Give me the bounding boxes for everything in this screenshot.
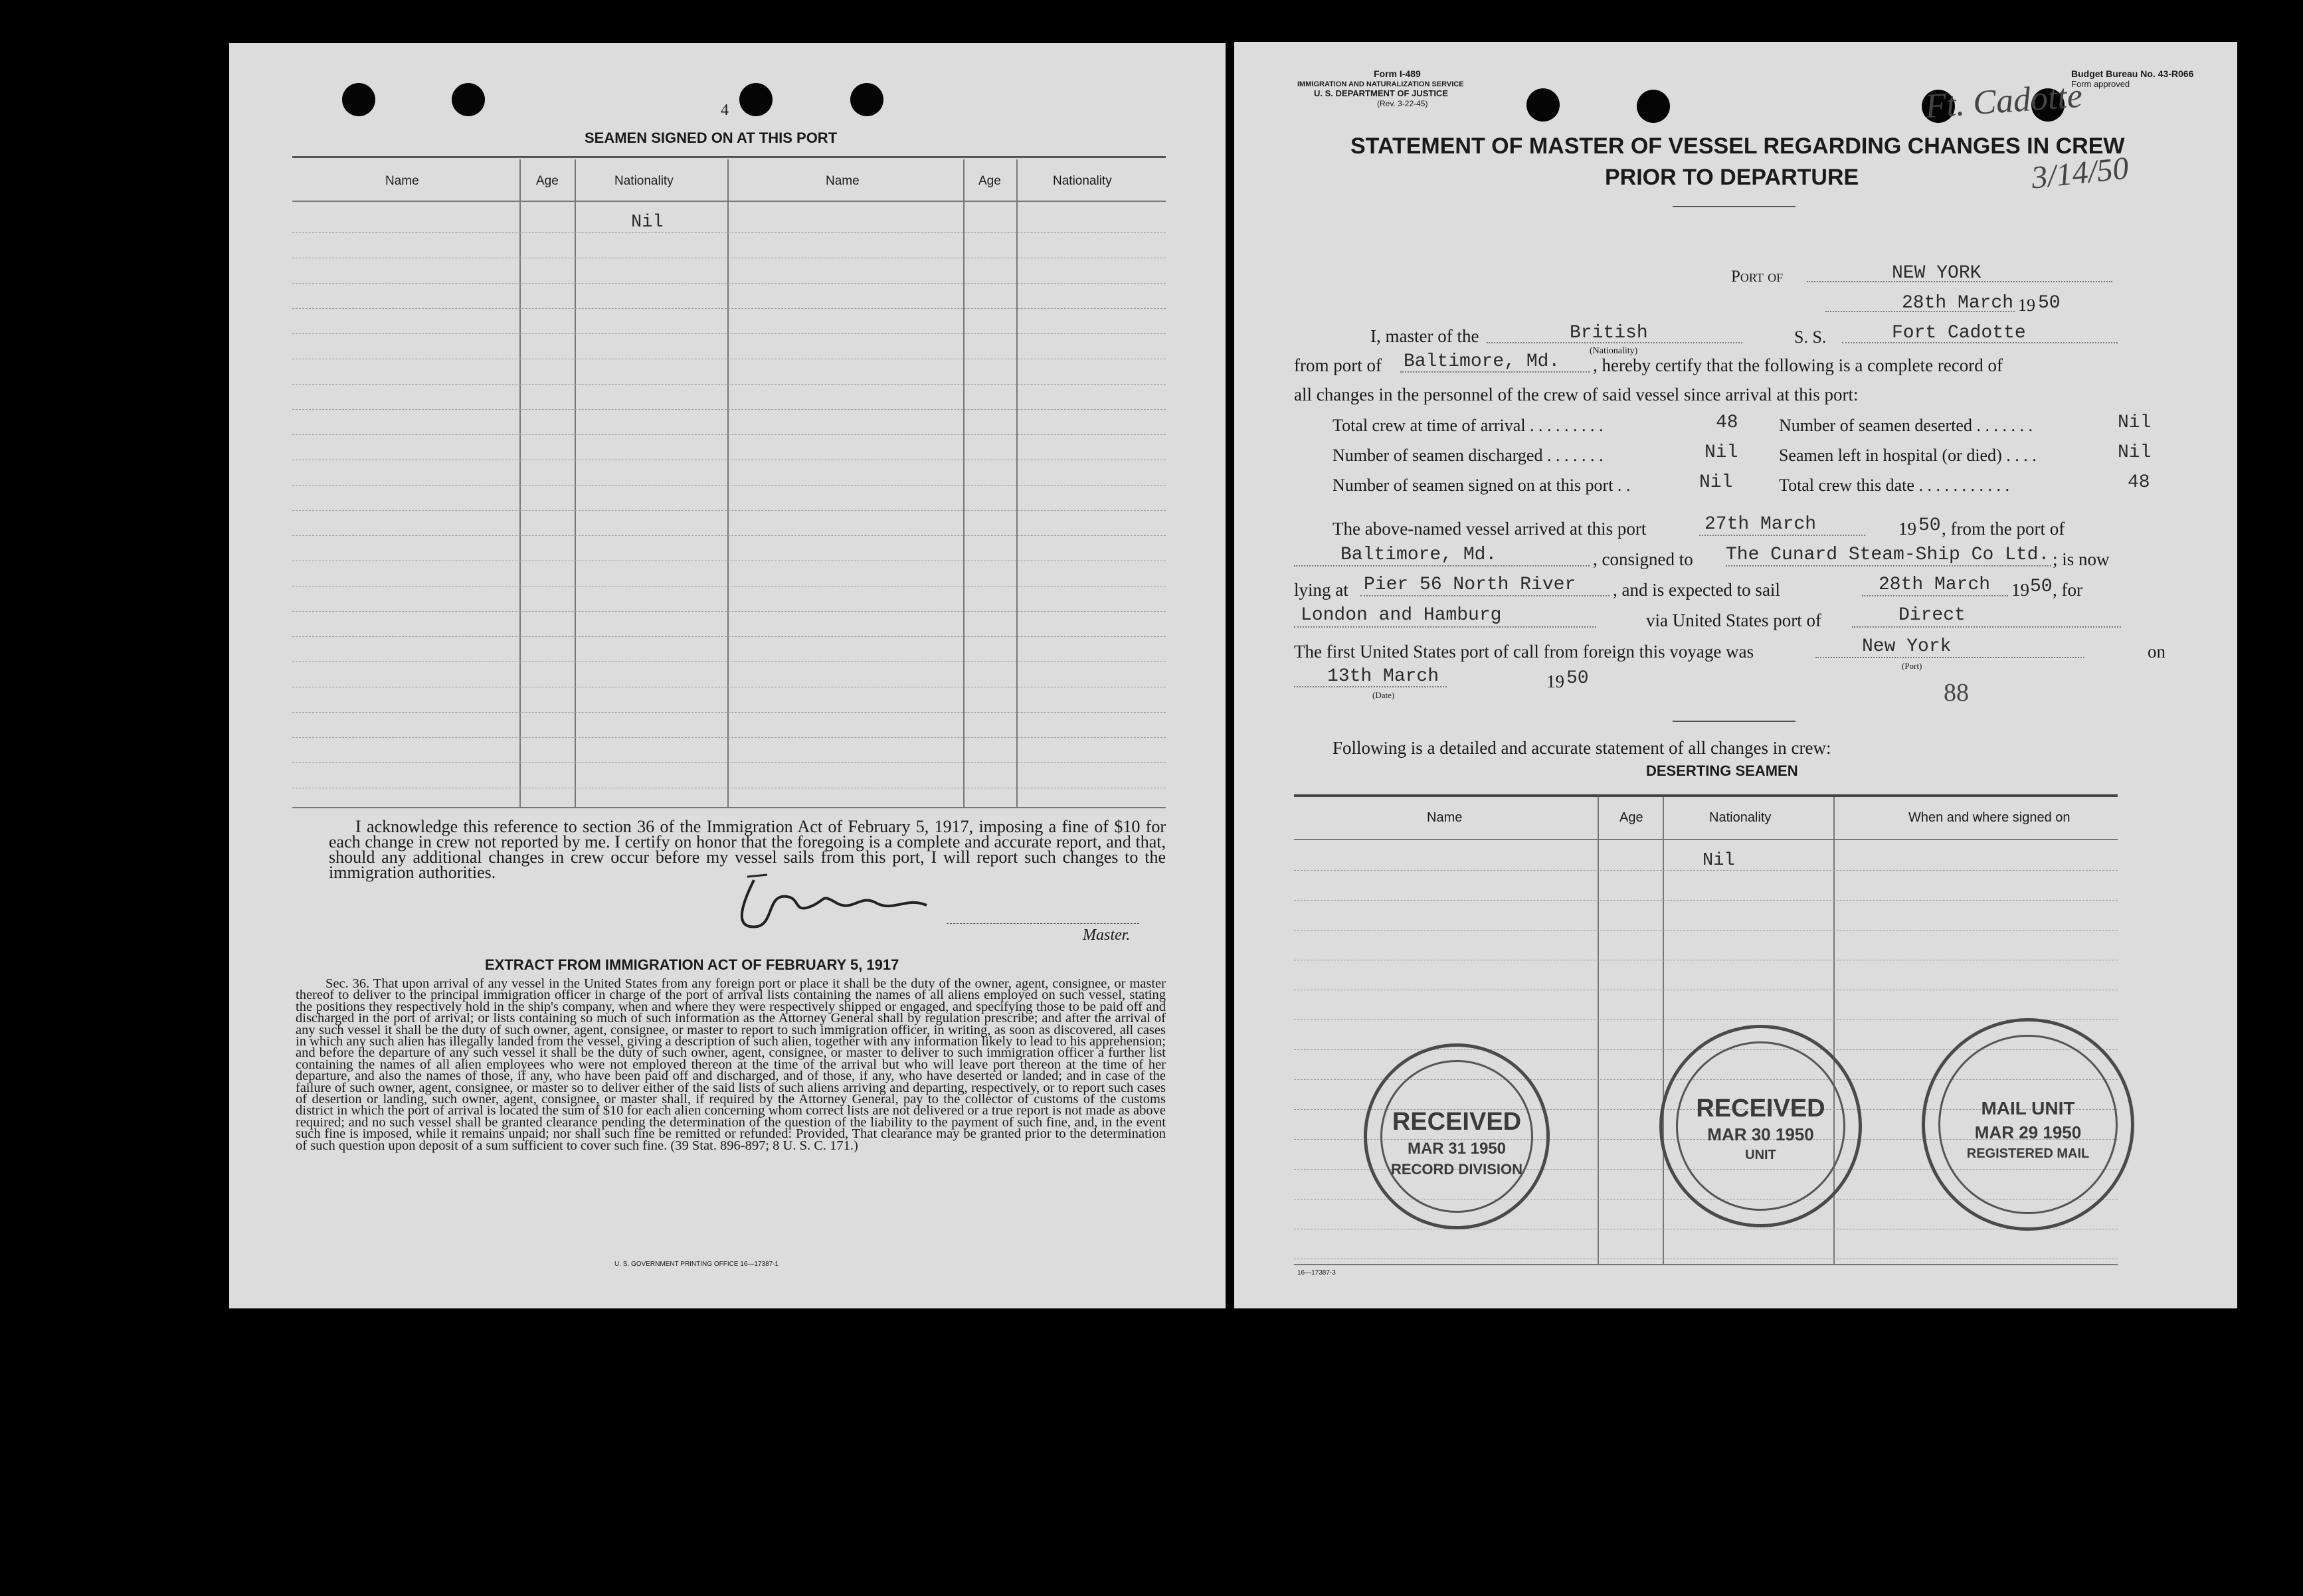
via-underline	[1852, 626, 2121, 628]
desert-table-bottom	[1294, 1264, 2118, 1265]
via-label: via United States port of	[1646, 610, 1821, 630]
desert-table-top	[1294, 794, 2118, 797]
arrived-label: The above-named vessel arrived at this port	[1333, 519, 1647, 539]
table-row-line	[292, 409, 1166, 410]
punch-hole	[739, 83, 773, 116]
table-row-line	[292, 737, 1166, 738]
left-table-title: SEAMEN SIGNED ON AT THIS PORT	[585, 130, 838, 146]
punch-hole	[1526, 88, 1560, 122]
arrived-underline	[1699, 535, 1865, 536]
desert-col-name: Name	[1427, 810, 1463, 825]
year-prefix: 19	[2018, 296, 2035, 315]
sail-year: 50	[2030, 576, 2053, 597]
desert-col-age: Age	[1619, 810, 1643, 825]
page-number: 4	[721, 102, 729, 119]
signature-line	[947, 923, 1139, 924]
table-row-line	[292, 762, 1166, 763]
stamp-line: RECEIVED	[1392, 1108, 1522, 1136]
master-of-label: I, master of the	[1370, 326, 1479, 346]
hospital-label: Seamen left in hospital (or died) . . . .	[1779, 446, 2037, 465]
port-value: NEW YORK	[1892, 263, 1981, 284]
lying-label: lying at	[1294, 580, 1348, 600]
discharged-label: Number of seamen discharged . . . . . . .	[1333, 446, 1604, 465]
arrived-year: 50	[1918, 515, 1941, 536]
table-row-line	[292, 283, 1166, 284]
table-row-line	[292, 308, 1166, 309]
hospital-value: Nil	[2118, 442, 2152, 463]
stamp-line: MAR 31 1950	[1407, 1140, 1507, 1158]
acknowledgement-text: I acknowledge this reference to section 36 of the Immigration Act of February 5, 1917, imposing a fine of $10 for each change in crew not reported by me. I certify on honor that the foregoing is a complete and accurate report, and that, should any additional changes in crew occur before my vessel sails from this port, I will report such changes to the immigration authorities.	[329, 817, 1166, 882]
discharged-value: Nil	[1704, 442, 1738, 463]
desert-nil-entry: Nil	[1703, 851, 1735, 871]
sail-underline	[1862, 595, 2008, 596]
table-row-line	[292, 611, 1166, 612]
changes-text: all changes in the personnel of the crew of said vessel since arrival at this port:	[1294, 385, 1859, 404]
form-approved: Form approved	[2071, 79, 2130, 89]
table-row-line	[292, 636, 1166, 637]
punch-hole	[342, 83, 375, 116]
date-caption: (Date)	[1372, 690, 1395, 700]
ship-name: Fort Cadotte	[1892, 323, 2026, 343]
table-row-line	[292, 712, 1166, 713]
for-label: , for	[2053, 580, 2082, 600]
form-number: Form I-489	[1374, 68, 1421, 79]
first-port-label: The first United States port of call from foreign this voyage was	[1294, 642, 1754, 662]
destination-value: London and Hamburg	[1301, 605, 1502, 626]
from-port-label: from port of	[1294, 355, 1382, 375]
punch-hole	[452, 83, 485, 116]
agency-line-1: IMMIGRATION AND NATURALIZATION SERVICE	[1297, 80, 1464, 88]
table-row-line	[292, 384, 1166, 385]
handwritten-88: 88	[1944, 679, 1969, 707]
port-caption: (Port)	[1902, 661, 1922, 671]
col-header-nationality-2: Nationality	[1053, 174, 1112, 188]
right-page	[1234, 42, 2237, 1308]
table-row-line	[292, 510, 1166, 511]
arrived-value: 27th March	[1704, 514, 1817, 535]
footer-code: 16—17387-3	[1297, 1269, 1336, 1277]
signed-on-label: Number of seamen signed on at this port . .	[1333, 476, 1631, 495]
handwritten-ship-note: Ft. Cadotte	[1924, 76, 2084, 126]
total-arrival-value: 48	[1716, 412, 1738, 433]
deserting-title: DESERTING SEAMEN	[1646, 762, 1798, 779]
stamp-line: MAR 29 1950	[1974, 1122, 2082, 1142]
received-stamp-unit	[1659, 1025, 1862, 1227]
nationality-value: British	[1570, 323, 1648, 343]
stamp-line: REGISTERED MAIL	[1966, 1146, 2090, 1161]
table-row-line	[292, 485, 1166, 486]
mail-unit-stamp	[1922, 1018, 2134, 1231]
table-bottom-rule	[292, 807, 1166, 808]
desert-col-nationality: Nationality	[1709, 810, 1772, 825]
col-header-name: Name	[385, 174, 419, 188]
expected-label: , and is expected to sail	[1613, 580, 1780, 600]
consignee-underline	[1726, 565, 2051, 567]
col-header-name-2: Name	[826, 174, 860, 188]
arrived-year-prefix: 19	[1898, 519, 1916, 539]
col-divider	[1016, 159, 1018, 807]
total-date-label: Total crew this date . . . . . . . . . . .	[1779, 476, 2009, 495]
nil-entry: Nil	[631, 213, 664, 232]
col-header-age-2: Age	[978, 174, 1001, 188]
is-now-label: ; is now	[2053, 549, 2110, 569]
master-signature	[727, 867, 947, 940]
agency-line-2: U. S. DEPARTMENT OF JUSTICE	[1314, 88, 1448, 98]
total-arrival-label: Total crew at time of arrival . . . . . . . . .	[1333, 416, 1604, 435]
deserted-value: Nil	[2118, 412, 2152, 433]
stamp-line: MAR 30 1950	[1707, 1124, 1814, 1144]
col-divider	[519, 159, 521, 807]
section-rule	[1673, 721, 1796, 722]
stamp-line: UNIT	[1745, 1148, 1776, 1162]
desert-col-signed-on: When and where signed on	[1908, 810, 2071, 825]
port-label: Port of	[1731, 268, 1784, 286]
col-divider	[727, 159, 729, 807]
signed-on-value: Nil	[1699, 472, 1733, 493]
date-value: 28th March	[1902, 293, 2014, 313]
from-the-port-label: , from the port of	[1942, 519, 2065, 539]
table-row-line	[1294, 930, 2118, 931]
first-port-underline	[1815, 657, 2084, 658]
punch-hole	[850, 83, 883, 116]
table-row-line	[1294, 870, 2118, 871]
desert-table-header-rule	[1294, 839, 2118, 840]
stamp-line: RECEIVED	[1696, 1095, 1825, 1122]
sail-year-prefix: 19	[2011, 580, 2029, 600]
table-row-line	[292, 232, 1166, 233]
form-title-1: STATEMENT OF MASTER OF VESSEL REGARDING CHANGES IN CREW	[1350, 133, 2125, 159]
budget-bureau: Budget Bureau No. 43-R066	[2071, 68, 2194, 79]
first-port-value: New York	[1862, 636, 1952, 657]
on-label: on	[2148, 642, 2165, 662]
printer-line: U. S. GOVERNMENT PRINTING OFFICE 16—17387-1	[614, 1261, 779, 1268]
form-revision: (Rev. 3-22-45)	[1377, 99, 1428, 108]
table-row-line	[292, 535, 1166, 536]
nationality-caption: (Nationality)	[1590, 346, 1638, 356]
received-stamp-record-division	[1364, 1043, 1550, 1229]
handwritten-date: 3/14/50	[2029, 150, 2131, 196]
year-value: 50	[2038, 293, 2061, 313]
table-top-rule	[292, 156, 1166, 158]
certify-text: , hereby certify that the following is a complete record of	[1593, 355, 2003, 375]
stamp-line: RECORD DIVISION	[1390, 1161, 1523, 1178]
title-rule	[1673, 206, 1796, 207]
col-header-nationality: Nationality	[614, 174, 674, 188]
from-port-value: Baltimore, Md.	[1404, 351, 1560, 372]
deserted-label: Number of seamen deserted . . . . . . .	[1779, 416, 2033, 435]
punch-hole	[1637, 90, 1670, 123]
first-year-prefix: 19	[1546, 671, 1564, 691]
col-divider	[963, 159, 965, 807]
col-divider	[575, 159, 576, 807]
col-header-age: Age	[536, 174, 559, 188]
table-row-line	[292, 434, 1166, 435]
ss-label: S. S.	[1794, 327, 1827, 347]
col-divider	[1598, 797, 1599, 1264]
extract-text: Sec. 36. That upon arrival of any vessel in the United States from any foreign port or place it shall be the duty of the owner, agent, consignee, or master thereof to deliver to the principal immigration officer in charge of the port of arrival lists containing the names of all aliens employed on such vessel, stating the positions they respectively hold in the ship's company, when and where they were respectively shipped or engaged, and specifying those to be paid off and discharged in the port of arrival; or lists containing so much of such information as the Attorney General shall by regulation prescribe; and after the arrival of any such vessel it shall be the duty of such owner, agent, consignee, or master to report to such immigration officer, in writing, as soon as discovered, all cases in which any such alien has illegally landed from the vessel, giving a description of such alien, together with any information likely to lead to his apprehension; and before the departure of any such vessel it shall be the duty of such owner, agent, consignee, or master to deliver to such immigration officer a further list containing the names of all alien employees who were not employed thereon at the time of the arrival but who will leave port thereon at the time of her departure, and also the names of those, if any, who have been paid off and discharged, and of those, if any, who have deserted or landed; and in case of the failure of such owner, agent, consignee, or master so to deliver either of the said lists of such aliens arriving and departing, respectively, or to report such cases of desertion or landing, such owner, agent, consignee, or master shall, if required by the Attorney General, pay to the collector of customs of the customs district in which the port of arrival is located the sum of $10 for each alien concerning whom correct lists are not delivered or a true report is not made as above required; and no such vessel shall be granted clearance pending the determination of the question of the liability to the payment of such fine, and, in the event such fine is imposed, while it remains unpaid; nor shall such fine be remitted or refunded: Provided, That clearance may be granted prior to the determination of such question upon deposit of a sum sufficient to cover such fine. (39 Stat. 896-897; 8 U. S. C. 171.)	[296, 976, 1166, 1153]
left-page	[229, 43, 1226, 1308]
following-text: Following is a detailed and accurate statement of all changes in crew:	[1333, 738, 1831, 758]
first-date-value: 13th March	[1327, 666, 1439, 687]
col-divider	[1663, 797, 1664, 1264]
lying-underline	[1360, 595, 1610, 596]
destination-underline	[1294, 626, 1596, 628]
extract-title: EXTRACT FROM IMMIGRATION ACT OF FEBRUARY 5, 1917	[485, 956, 899, 973]
consigned-label: , consigned to	[1593, 549, 1693, 569]
first-year: 50	[1566, 668, 1589, 689]
origin-value: Baltimore, Md.	[1340, 545, 1497, 565]
table-header-rule	[292, 201, 1166, 202]
master-label: Master.	[1083, 927, 1131, 944]
sail-value: 28th March	[1879, 575, 1991, 595]
lying-value: Pier 56 North River	[1364, 575, 1576, 595]
table-row-line	[1294, 900, 2118, 901]
form-title-2: PRIOR TO DEPARTURE	[1605, 165, 1859, 190]
consignee-value: The Cunard Steam-Ship Co Ltd.	[1726, 545, 2050, 565]
via-value: Direct	[1898, 605, 1966, 626]
origin-underline	[1294, 565, 1590, 567]
total-date-value: 48	[2128, 472, 2150, 493]
table-row-line	[292, 333, 1166, 334]
stamp-line: MAIL UNIT	[1981, 1098, 2075, 1118]
